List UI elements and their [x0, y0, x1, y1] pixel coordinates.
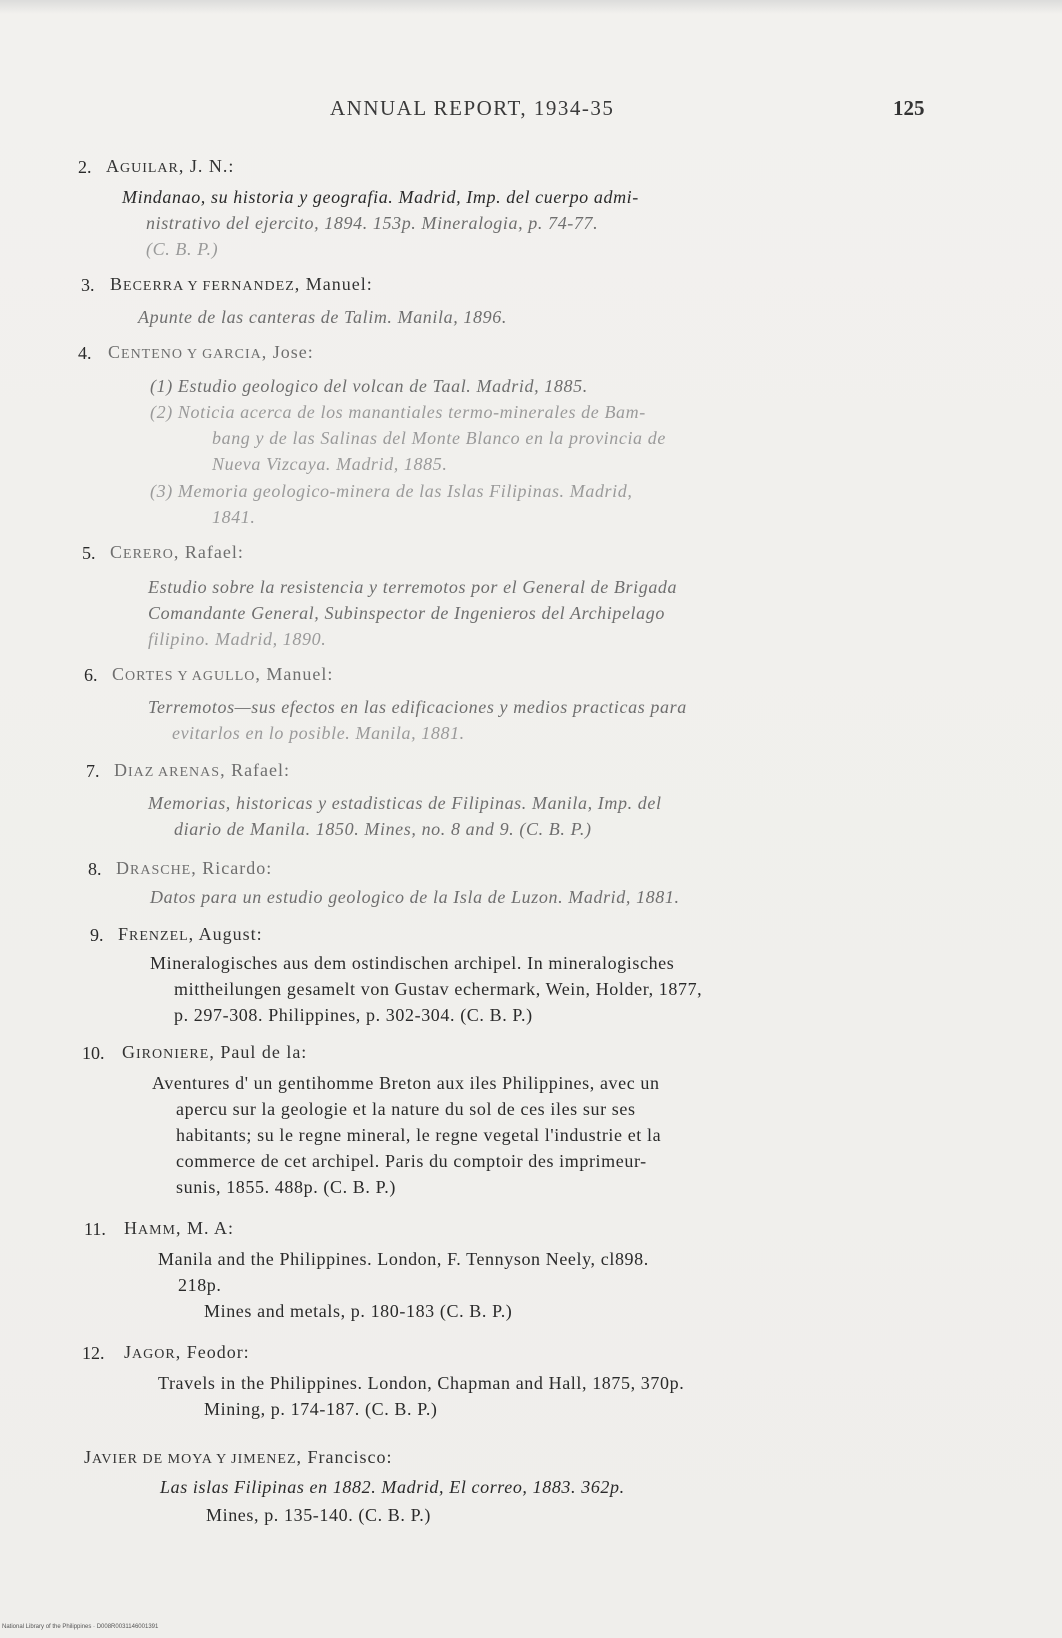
entry-number: 3.	[81, 275, 95, 295]
entry-line: Terremotos—sus efectos en las edificaciones y medios practicas para	[148, 697, 687, 717]
entry-author: JAGOR, Feodor:	[124, 1342, 250, 1362]
entry-line: evitarlos en lo posible. Manila, 1881.	[172, 723, 465, 743]
entry-line: sunis, 1855. 488p. (C. B. P.)	[176, 1177, 396, 1197]
entry-number: 4.	[78, 343, 92, 363]
scan-edge-shadow	[0, 0, 1062, 14]
entry-line: Mines, p. 135-140. (C. B. P.)	[206, 1505, 431, 1525]
entry-line: commerce de cet archipel. Paris du comptoir des imprimeur-	[176, 1151, 647, 1171]
entry-author: FRENZEL, August:	[118, 924, 263, 944]
entry-author: CENTENO Y GARCIA, Jose:	[108, 342, 314, 362]
entry-author: GIRONIERE, Paul de la:	[122, 1042, 308, 1062]
entry-author: JAVIER DE MOYA Y JIMENEZ, Francisco:	[84, 1447, 393, 1467]
running-head: ANNUAL REPORT, 1934-35	[330, 96, 615, 120]
scan-credit: National Library of the Philippines · D008R0031146001391	[2, 1624, 159, 1630]
entry-line: Mindanao, su historia y geografia. Madrid, Imp. del cuerpo admi-	[122, 187, 639, 207]
entry-line: Datos para un estudio geologico de la Isla de Luzon. Madrid, 1881.	[150, 887, 680, 907]
page-header	[0, 96, 1062, 126]
entry-line: diario de Manila. 1850. Mines, no. 8 and 9. (C. B. P.)	[174, 819, 592, 839]
entry-line: p. 297-308. Philippines, p. 302-304. (C. B. P.)	[174, 1005, 533, 1025]
entry-number: 7.	[86, 761, 100, 781]
entry-line: (2) Noticia acerca de los manantiales termo-minerales de Bam-	[150, 402, 646, 422]
entry-author: HAMM, M. A:	[124, 1218, 235, 1238]
entry-number: 11.	[84, 1219, 106, 1239]
entry-number: 12.	[82, 1343, 105, 1363]
entry-line: Manila and the Philippines. London, F. Tennyson Neely, cl898.	[158, 1249, 649, 1269]
entry-line: Mineralogisches aus dem ostindischen archipel. In mineralogisches	[150, 953, 675, 973]
entry-line: (C. B. P.)	[146, 239, 219, 259]
entry-author: AGUILAR, J. N.:	[106, 156, 235, 176]
entry-line: (1) Estudio geologico del volcan de Taal. Madrid, 1885.	[150, 376, 588, 396]
entry-line: habitants; su le regne mineral, le regne vegetal l'industrie et la	[176, 1125, 662, 1145]
entry-line: Aventures d' un gentihomme Breton aux iles Philippines, avec un	[152, 1073, 660, 1093]
entry-line: 218p.	[178, 1275, 222, 1295]
entry-line: mittheilungen gesamelt von Gustav echermark, Wein, Holder, 1877,	[174, 979, 703, 999]
entry-line: Memorias, historicas y estadisticas de Filipinas. Manila, Imp. del	[148, 793, 662, 813]
entry-line: Nueva Vizcaya. Madrid, 1885.	[212, 454, 448, 474]
entry-number: 10.	[82, 1043, 105, 1063]
entry-line: bang y de las Salinas del Monte Blanco en la provincia de	[212, 428, 666, 448]
entry-line: (3) Memoria geologico-minera de las Islas Filipinas. Madrid,	[150, 481, 633, 501]
entry-line: nistrativo del ejercito, 1894. 153p. Mineralogia, p. 74-77.	[146, 213, 599, 233]
entry-number: 2.	[78, 157, 92, 177]
entry-line: Mining, p. 174-187. (C. B. P.)	[204, 1399, 438, 1419]
entry-author: DIAZ ARENAS, Rafael:	[114, 760, 291, 780]
entry-line: Travels in the Philippines. London, Chapman and Hall, 1875, 370p.	[158, 1373, 685, 1393]
entry-line: Mines and metals, p. 180-183 (C. B. P.)	[204, 1301, 513, 1321]
entry-line: Apunte de las canteras de Talim. Manila, 1896.	[138, 307, 507, 327]
entry-line: apercu sur la geologie et la nature du sol de ces iles sur ses	[176, 1099, 636, 1119]
entry-line: Las islas Filipinas en 1882. Madrid, El correo, 1883. 362p.	[160, 1477, 625, 1497]
entry-number: 6.	[84, 665, 98, 685]
entry-number: 5.	[82, 543, 96, 563]
entry-line: Estudio sobre la resistencia y terremotos por el General de Brigada	[148, 577, 678, 597]
entry-number: 9.	[90, 925, 104, 945]
entry-number: 8.	[88, 859, 102, 879]
entry-line: filipino. Madrid, 1890.	[148, 629, 327, 649]
entry-author: CERERO, Rafael:	[110, 542, 244, 562]
entry-line: Comandante General, Subinspector de Ingenieros del Archipelago	[148, 603, 665, 623]
entry-line: 1841.	[212, 507, 256, 527]
entry-author: CORTES Y AGULLO, Manuel:	[112, 664, 334, 684]
entry-author: DRASCHE, Ricardo:	[116, 858, 273, 878]
entry-author: BECERRA Y FERNANDEZ, Manuel:	[110, 274, 373, 294]
page-number: 125	[893, 96, 925, 120]
